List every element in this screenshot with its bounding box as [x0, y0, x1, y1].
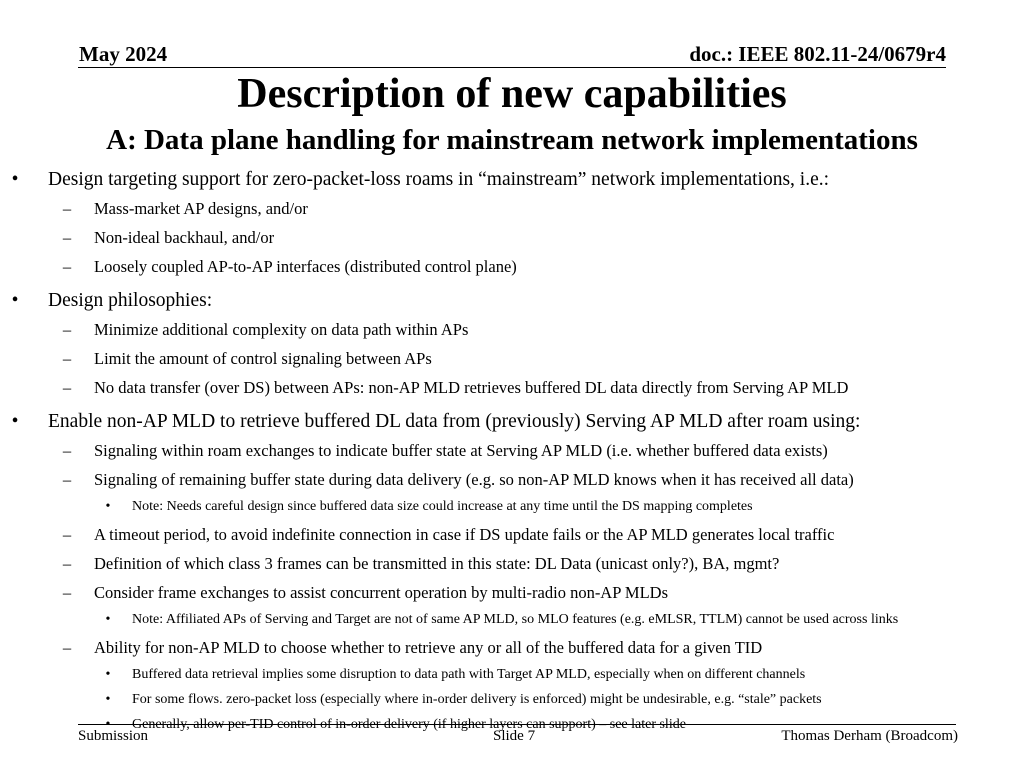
sub-bullet-text: Definition of which class 3 frames can be transmitted in this state: DL Data (unicast only?), BA, mgmt? [94, 554, 780, 573]
header-date: May 2024 [79, 42, 168, 66]
bullet-marker: • [11, 290, 19, 311]
sub-bullet-text: Consider frame exchanges to assist concurrent operation by multi-radio non-AP MLDs [94, 583, 669, 602]
slide-body [0, 166, 1024, 737]
dash-marker: – [62, 378, 72, 397]
sub-bullet-item [0, 373, 1024, 402]
dash-marker: – [62, 583, 72, 602]
dash-marker: – [62, 638, 72, 657]
sub-bullet-item [0, 549, 1024, 578]
sub-bullet-text: Signaling of remaining buffer state during data delivery (e.g. so non-AP MLD knows when it has received all data) [94, 470, 854, 489]
header-doc-id: doc.: IEEE 802.11-24/0679r4 [689, 42, 946, 66]
sub-bullet-item [0, 520, 1024, 549]
sub-bullet-text: Ability for non-AP MLD to choose whether to retrieve any or all of the buffered data for a given TID [94, 638, 763, 657]
bullet-marker: • [105, 717, 111, 732]
footer-submission: Submission [78, 728, 149, 744]
sub-sub-bullet-text: Buffered data retrieval implies some disruption to data path with Target AP MLD, especially when on different channels [132, 667, 806, 682]
sub-sub-bullet-item [0, 607, 1024, 632]
sub-bullet-item [0, 194, 1024, 223]
bullet-marker: • [105, 692, 111, 707]
dash-marker: – [62, 228, 72, 247]
bullet-marker: • [11, 169, 19, 190]
sub-sub-bullet-item [0, 687, 1024, 712]
bullet-text: Design targeting support for zero-packet-loss roams in “mainstream” network implementations, i.e.: [48, 169, 830, 190]
dash-marker: – [62, 470, 72, 489]
sub-bullet-item [0, 315, 1024, 344]
footer-slide-number: Slide 7 [493, 728, 536, 744]
bullet-marker: • [105, 667, 111, 682]
footer-author: Thomas Derham (Broadcom) [781, 728, 958, 744]
dash-marker: – [62, 257, 72, 276]
bullet-item [0, 287, 1024, 315]
footer-divider [78, 724, 956, 725]
dash-marker: – [62, 554, 72, 573]
sub-bullet-item [0, 465, 1024, 494]
bullet-marker: • [11, 411, 19, 432]
slide-subtitle: A: Data plane handling for mainstream network implementations [106, 124, 918, 156]
sub-sub-bullet-item [0, 494, 1024, 519]
slide-title: Description of new capabilities [237, 71, 787, 117]
sub-bullet-item [0, 633, 1024, 662]
sub-bullet-text: Signaling within roam exchanges to indicate buffer state at Serving AP MLD (i.e. whether buffered data exists) [94, 441, 828, 460]
sub-bullet-text: Loosely coupled AP-to-AP interfaces (distributed control plane) [94, 257, 517, 276]
sub-sub-bullet-text: Note: Affiliated APs of Serving and Target are not of same AP MLD, so MLO features (e.g. eMLSR, TTLM) cannot be used across links [132, 612, 899, 627]
sub-bullet-item [0, 252, 1024, 281]
header-divider [78, 67, 946, 68]
sub-sub-bullet-item [0, 662, 1024, 687]
sub-bullet-text: Non-ideal backhaul, and/or [94, 228, 275, 247]
dash-marker: – [62, 349, 72, 368]
sub-sub-bullet-text: For some flows. zero-packet loss (especially where in-order delivery is enforced) might be undesirable, e.g. “stale” packets [132, 692, 822, 707]
bullet-marker: • [105, 499, 111, 514]
dash-marker: – [62, 441, 72, 460]
sub-sub-bullet-text: Generally, allow per-TID control of in-order delivery (if higher layers can support) – see later slide [132, 717, 686, 732]
dash-marker: – [62, 199, 72, 218]
bullet-text: Enable non-AP MLD to retrieve buffered DL data from (previously) Serving AP MLD after roam using: [48, 411, 861, 432]
sub-sub-bullet-text: Note: Needs careful design since buffered data size could increase at any time until the DS mapping completes [132, 499, 753, 514]
sub-bullet-item [0, 344, 1024, 373]
dash-marker: – [62, 320, 72, 339]
sub-bullet-item [0, 436, 1024, 465]
bullet-marker: • [105, 612, 111, 627]
sub-bullet-text: Minimize additional complexity on data path within APs [94, 320, 469, 339]
bullet-item [0, 166, 1024, 194]
sub-bullet-text: No data transfer (over DS) between APs: non-AP MLD retrieves buffered DL data directly from Serving AP MLD [94, 378, 849, 397]
sub-bullet-item [0, 578, 1024, 607]
sub-bullet-text: Mass-market AP designs, and/or [94, 199, 308, 218]
bullet-text: Design philosophies: [48, 290, 213, 311]
bullet-item [0, 408, 1024, 436]
sub-bullet-text: A timeout period, to avoid indefinite connection in case if DS update fails or the AP MLD generates local traffic [94, 525, 835, 544]
sub-bullet-text: Limit the amount of control signaling between APs [94, 349, 432, 368]
dash-marker: – [62, 525, 72, 544]
sub-bullet-item [0, 223, 1024, 252]
